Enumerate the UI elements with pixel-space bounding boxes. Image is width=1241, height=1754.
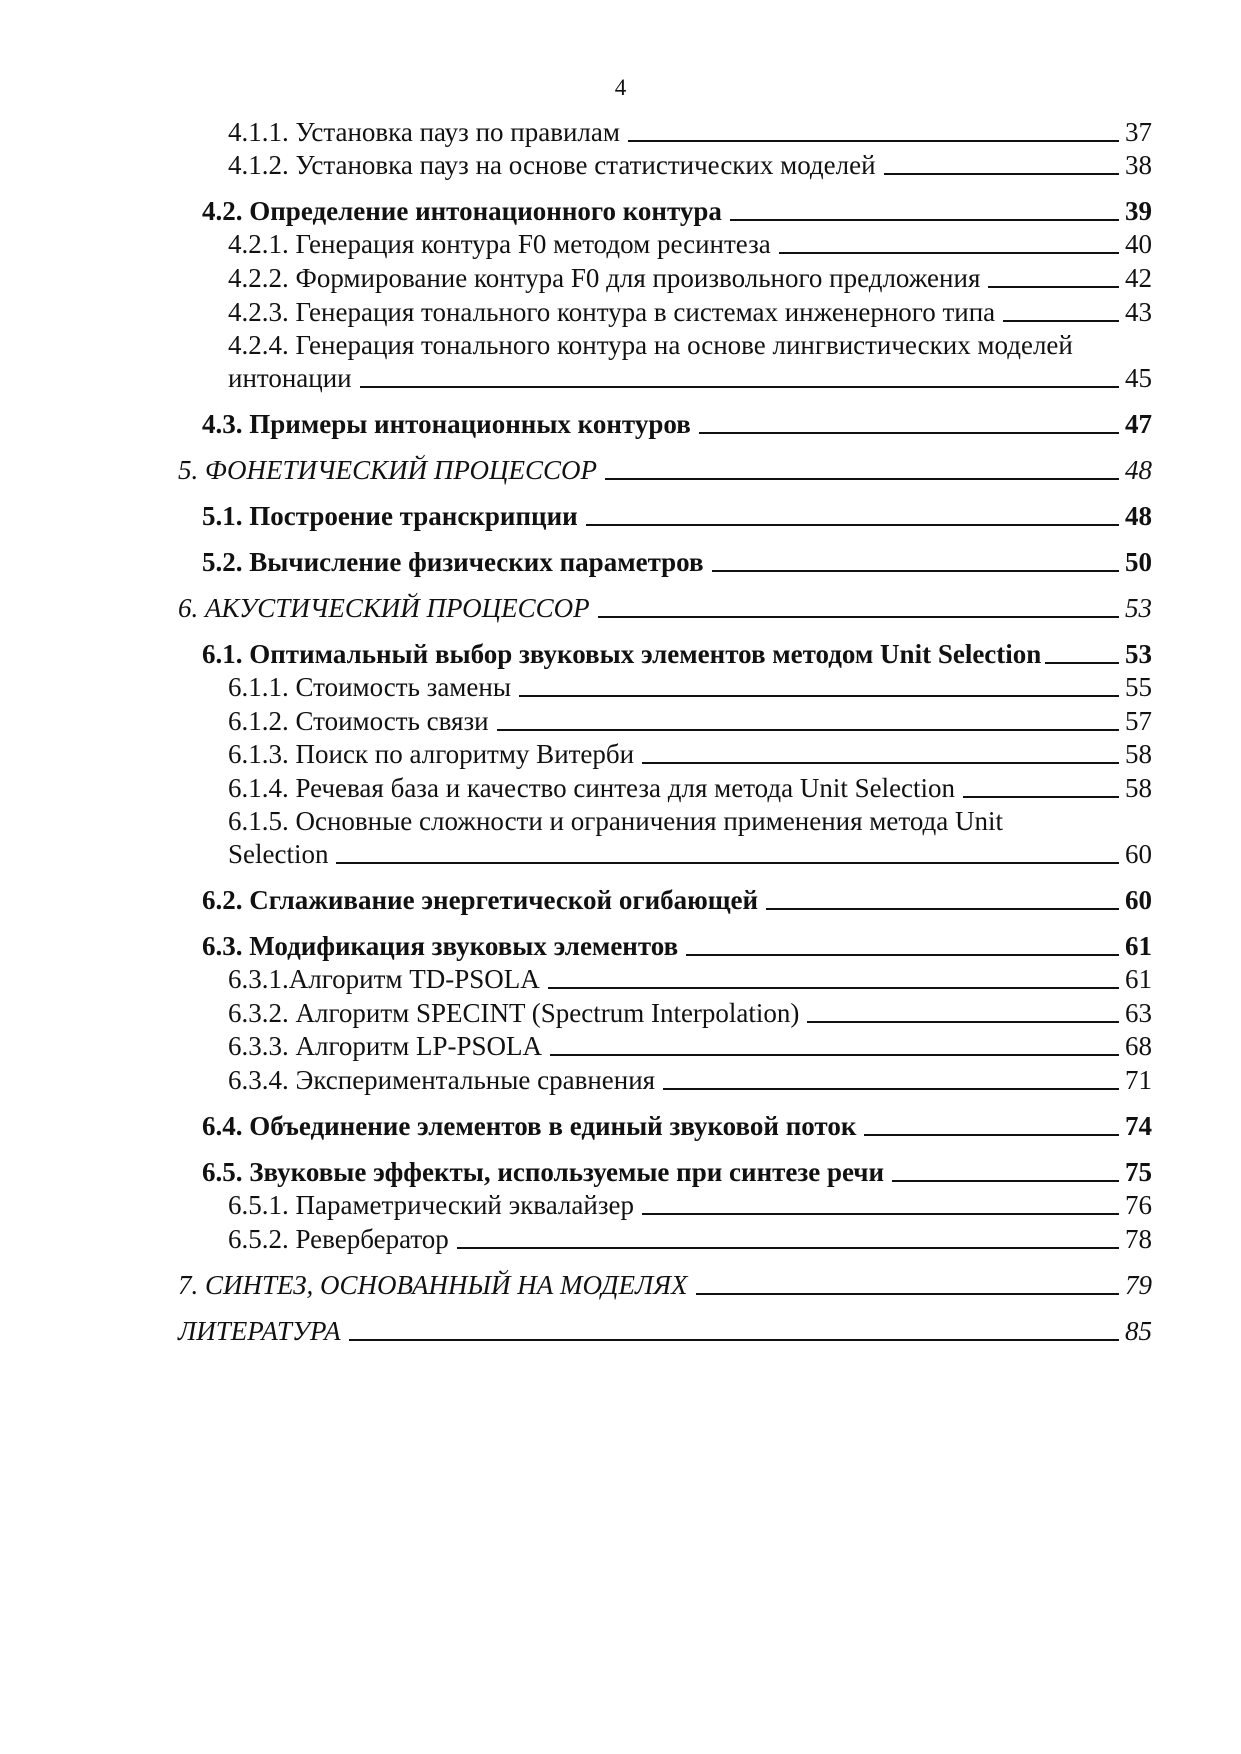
toc-entry bbox=[228, 149, 1152, 181]
toc-entry-title: 6.3.2. Алгоритм SPECINT (Spectrum Interpolation) bbox=[228, 998, 800, 1028]
toc-entry-title: 6.5.1. Параметрический эквалайзер bbox=[228, 1190, 634, 1220]
toc-entry-page: 38 bbox=[1125, 150, 1152, 180]
toc-entry bbox=[228, 738, 1152, 770]
toc-entry bbox=[202, 546, 1152, 578]
leader-line bbox=[663, 1088, 1119, 1090]
toc-entry bbox=[228, 1189, 1152, 1221]
toc-entry bbox=[228, 705, 1152, 737]
toc-entry-title: 6.1.3. Поиск по алгоритму Витерби bbox=[228, 739, 635, 769]
toc-entry-title-cont: Selection bbox=[228, 839, 329, 869]
toc-entry-page: 60 bbox=[1125, 839, 1152, 869]
toc-entry bbox=[228, 963, 1152, 995]
toc-entry bbox=[228, 838, 1152, 870]
toc-entry-title: 4.3. Примеры интонационных контуров bbox=[202, 409, 691, 439]
toc-entry bbox=[228, 997, 1152, 1029]
leader-line bbox=[696, 1293, 1119, 1295]
toc-entry-title: 6.1.4. Речевая база и качество синтеза для метода Unit Selection bbox=[228, 773, 956, 803]
toc-entry bbox=[228, 296, 1152, 328]
toc-entry bbox=[202, 1110, 1152, 1142]
toc-entry-title: 6.1.2. Стоимость связи bbox=[228, 706, 489, 736]
toc-entry-page: 68 bbox=[1125, 1031, 1152, 1061]
toc-entry-page: 55 bbox=[1125, 672, 1152, 702]
toc-entry bbox=[202, 408, 1152, 440]
toc-entry-title: 6.5.2. Ревербератор bbox=[228, 1224, 449, 1254]
toc-entry-title: 4.2. Определение интонационного контура bbox=[202, 196, 722, 226]
leader-line bbox=[779, 252, 1119, 254]
leader-line bbox=[1045, 662, 1119, 664]
toc-entry-page: 58 bbox=[1125, 773, 1152, 803]
toc-entry-title: 4.1.2. Установка пауз на основе статистических моделей bbox=[228, 150, 876, 180]
leader-line bbox=[628, 140, 1119, 142]
toc-entry-page: 63 bbox=[1125, 998, 1152, 1028]
toc-entry-page: 61 bbox=[1125, 964, 1152, 994]
toc-entry-title-cont: интонации bbox=[228, 363, 352, 393]
toc-entry-page: 45 bbox=[1125, 363, 1152, 393]
toc-entry bbox=[202, 638, 1152, 670]
leader-line bbox=[807, 1021, 1119, 1023]
toc-entry-title: 6.3. Модификация звуковых элементов bbox=[202, 931, 679, 961]
toc-entry-title: ЛИТЕРАТУРА bbox=[178, 1316, 341, 1346]
toc-entry bbox=[178, 1269, 1152, 1301]
toc-entry-title: 6.1.1. Стоимость замены bbox=[228, 672, 511, 702]
toc-entry-title: 5.2. Вычисление физических параметров bbox=[202, 547, 704, 577]
toc-entry bbox=[178, 1315, 1152, 1347]
toc-entry-page: 58 bbox=[1125, 739, 1152, 769]
toc-entry-page: 50 bbox=[1125, 547, 1152, 577]
leader-line bbox=[699, 432, 1119, 434]
toc-entry bbox=[228, 772, 1152, 804]
leader-line bbox=[884, 173, 1119, 175]
toc-entry-page: 61 bbox=[1125, 931, 1152, 961]
toc-entry-page: 75 bbox=[1125, 1157, 1152, 1187]
leader-line bbox=[892, 1180, 1119, 1182]
toc-entry bbox=[228, 1223, 1152, 1255]
toc-entry-page: 42 bbox=[1125, 263, 1152, 293]
toc-entry bbox=[202, 195, 1152, 227]
toc-entry bbox=[228, 1064, 1152, 1096]
toc-entry-title: 5.1. Построение транскрипции bbox=[202, 501, 578, 531]
toc-entry-page: 47 bbox=[1125, 409, 1152, 439]
toc-entry bbox=[228, 1030, 1152, 1062]
toc-entry-page: 39 bbox=[1125, 196, 1152, 226]
toc-entry-title: 6.3.3. Алгоритм LP-PSOLA bbox=[228, 1031, 542, 1061]
leader-line bbox=[548, 987, 1119, 989]
toc-entry bbox=[228, 262, 1152, 294]
leader-line bbox=[988, 286, 1119, 288]
leader-line bbox=[336, 862, 1119, 864]
toc-entry bbox=[202, 500, 1152, 532]
toc-entry-page: 71 bbox=[1125, 1065, 1152, 1095]
toc-entry-page: 74 bbox=[1125, 1111, 1152, 1141]
toc-entry bbox=[178, 592, 1152, 624]
leader-line bbox=[598, 616, 1119, 618]
toc-entry-page: 60 bbox=[1125, 885, 1152, 915]
leader-line bbox=[642, 1213, 1119, 1215]
leader-line bbox=[642, 762, 1119, 764]
toc-entry-page: 78 bbox=[1125, 1224, 1152, 1254]
toc-entry-page: 53 bbox=[1125, 593, 1152, 623]
toc-entry-page: 53 bbox=[1125, 639, 1152, 669]
leader-line bbox=[730, 219, 1119, 221]
toc-entry-title: 5. ФОНЕТИЧЕСКИЙ ПРОЦЕССОР bbox=[178, 455, 597, 485]
toc-entry-title-line1: 6.1.5. Основные сложности и ограничения применения метода Unit bbox=[228, 806, 1004, 836]
toc-entry-page: 79 bbox=[1125, 1270, 1152, 1300]
toc-entry-title: 6.2. Сглаживание энергетической огибающей bbox=[202, 885, 759, 915]
toc-entry-title: 6.3.4. Экспериментальные сравнения bbox=[228, 1065, 656, 1095]
leader-line bbox=[864, 1134, 1119, 1136]
toc-entry bbox=[202, 1156, 1152, 1188]
toc-entry-title: 4.2.2. Формирование контура F0 для произвольного предложения bbox=[228, 263, 981, 293]
toc-entry bbox=[228, 116, 1152, 148]
leader-line bbox=[349, 1339, 1119, 1341]
toc-entry bbox=[178, 454, 1152, 486]
toc-entry-title: 6. АКУСТИЧЕСКИЙ ПРОЦЕССОР bbox=[178, 593, 590, 623]
page-number: 4 bbox=[614, 75, 627, 100]
leader-line bbox=[519, 695, 1119, 697]
toc-entry-title: 6.1. Оптимальный выбор звуковых элементов методом Unit Selection bbox=[202, 639, 1042, 669]
toc-entry-page: 57 bbox=[1125, 706, 1152, 736]
toc-entry-title-line1: 4.2.4. Генерация тонального контура на основе лингвистических моделей bbox=[228, 330, 1073, 360]
toc-entry bbox=[228, 362, 1152, 394]
toc-entry-page: 40 bbox=[1125, 229, 1152, 259]
toc-entry-page: 37 bbox=[1125, 117, 1152, 147]
leader-line bbox=[497, 729, 1119, 731]
toc-entry-title: 7. СИНТЕЗ, ОСНОВАННЫЙ НА МОДЕЛЯХ bbox=[178, 1270, 688, 1300]
leader-line bbox=[457, 1247, 1119, 1249]
toc-entry-title: 6.3.1.Алгоритм TD-PSOLA bbox=[228, 964, 540, 994]
toc-entry-title: 6.5. Звуковые эффекты, используемые при синтезе речи bbox=[202, 1157, 885, 1187]
leader-line bbox=[766, 908, 1119, 910]
toc-entry bbox=[202, 930, 1152, 962]
leader-line bbox=[712, 570, 1119, 572]
toc-entry-page: 85 bbox=[1125, 1316, 1152, 1346]
toc-entry-title: 4.1.1. Установка пауз по правилам bbox=[228, 117, 620, 147]
toc-entry-title: 6.4. Объединение элементов в единый звуковой поток bbox=[202, 1111, 857, 1141]
leader-line bbox=[360, 386, 1119, 388]
toc-entry bbox=[202, 884, 1152, 916]
leader-line bbox=[686, 954, 1119, 956]
leader-line bbox=[963, 796, 1119, 798]
toc-entry-title: 4.2.1. Генерация контура F0 методом ресинтеза bbox=[228, 229, 771, 259]
toc-entry-page: 76 bbox=[1125, 1190, 1152, 1220]
toc-entry bbox=[228, 228, 1152, 260]
leader-line bbox=[1003, 320, 1119, 322]
leader-line bbox=[605, 478, 1119, 480]
leader-line bbox=[586, 524, 1119, 526]
toc-entry-page: 48 bbox=[1125, 501, 1152, 531]
toc-entry-page: 43 bbox=[1125, 297, 1152, 327]
leader-line bbox=[550, 1054, 1119, 1056]
toc-entry-page: 48 bbox=[1125, 455, 1152, 485]
toc-entry-title: 4.2.3. Генерация тонального контура в системах инженерного типа bbox=[228, 297, 996, 327]
toc-entry bbox=[228, 671, 1152, 703]
